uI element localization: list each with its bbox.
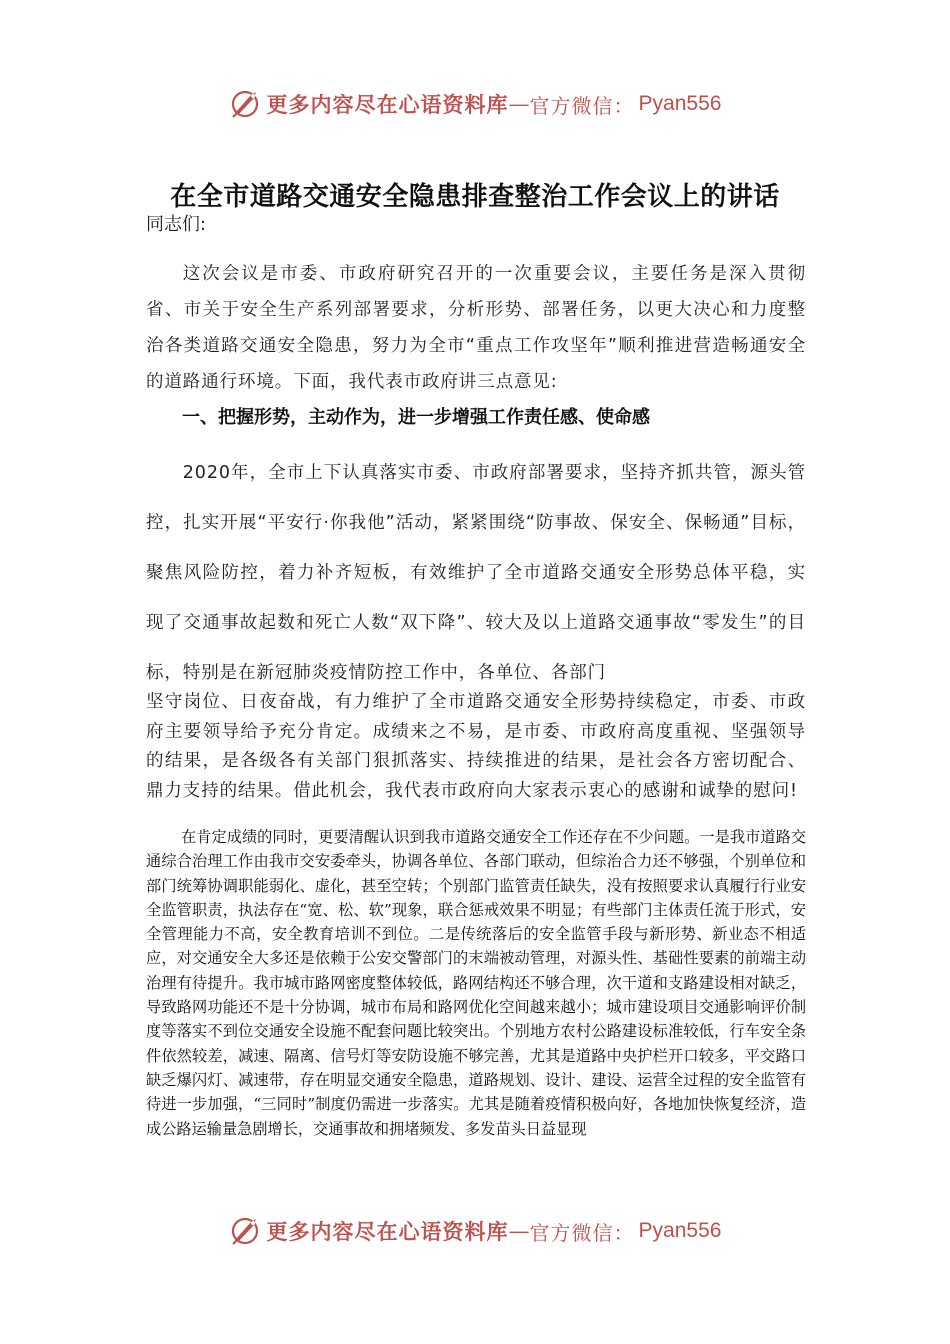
- document-title: 在全市道路交通安全隐患排查整治工作会议上的讲话: [170, 182, 780, 212]
- banner-main-text: 更多内容尽在心语资料库: [266, 92, 509, 117]
- paragraph-achievements-part-1: 2020年，全市上下认真落实市委、市政府部署要求，坚持齐抓共管，源头管控，扎实开展“平安行·你我他”活动，紧紧围绕“防事故、保安全、保畅通”目标，聚焦风险防控，着力补齐短板，有效维护了全市道路交通安全形势总体平稳，实现了交通事故起数和死亡人数“双下降”、较大及以上道路交通事故“零发生”的目标，特别是在新冠肺炎疫情防控工作中，各单位、各部门: [146, 463, 806, 683]
- section-heading-1: 一、把握形势，主动作为，进一步增强工作责任感、使命感: [182, 407, 650, 428]
- banner-wechat-label: 官方微信：: [529, 1220, 635, 1245]
- banner-main-text: 更多内容尽在心语资料库: [266, 1219, 509, 1244]
- pen-leaf-logo-icon: [229, 1214, 263, 1248]
- banner-wechat-handle: Pyan556: [638, 92, 722, 115]
- banner-separator: —: [508, 1219, 530, 1243]
- greeting: 同志们:: [146, 214, 207, 235]
- pen-leaf-logo-icon: [229, 87, 263, 121]
- banner-separator: —: [508, 92, 530, 116]
- banner-wechat-label: 官方微信：: [529, 93, 635, 118]
- banner-wechat-handle: Pyan556: [638, 1219, 722, 1242]
- paragraph-intro: 这次会议是市委、市政府研究召开的一次重要会议，主要任务是深入贯彻省、市关于安全生产系列部署要求，分析形势、部署任务，以更大决心和力度整治各类道路交通安全隐患，努力为全市“重点工作攻坚年”顺利推进营造畅通安全的道路通行环境。下面，我代表市政府讲三点意见:: [146, 264, 806, 392]
- paragraph-problems: 在肯定成绩的同时，更要清醒认识到我市道路交通安全工作还存在不少问题。一是我市道路交通综合治理工作由我市交安委牵头，协调各单位、各部门联动，但综治合力还不够强，个别单位和部门统筹协调职能弱化、虚化，甚至空转；个别部门监管责任缺失，没有按照要求认真履行行业安全监管职责，执法存在“宽、松、软”现象，联合惩戒效果不明显；有些部门主体责任流于形式，安全管理能力不高，安全教育培训不到位。二是传统落后的安全监管手段与新形势、新业态不相适应，对交通安全大多还是依赖于公安交警部门的末端被动管理，对源头性、基础性要素的前端主动治理有待提升。我市城市路网密度整体较低，路网结构还不够合理，次干道和支路建设相对缺乏，导致路网功能还不是十分协调，城市布局和路网优化空间越来越小；城市建设项目交通影响评价制度等落实不到位交通安全设施不配套问题比较突出。个别地方农村公路建设标准较低，行车安全条件依然较差，减速、隔离、信号灯等安防设施不够完善，尤其是道路中央护栏开口较多，平交路口缺乏爆闪灯、减速带，存在明显交通安全隐患，道路规划、设计、建设、运营全过程的安全监管有待进一步加强，“三同时”制度仍需进一步落实。尤其是随着疫情积极向好，各地加快恢复经济，造成公路运输量急剧增长，交通事故和拥堵频发、多发苗头日益显现: [146, 828, 806, 1138]
- header-banner: [0, 84, 950, 124]
- paragraph-achievements-part-2: 坚守岗位、日夜奋战，有力维护了全市道路交通安全形势持续稳定，市委、市政府主要领导给予充分肯定。成绩来之不易，是市委、市政府高度重视、坚强领导的结果，是各级各有关部门狠抓落实、持续推进的结果，是社会各方密切配合、鼎力支持的结果。借此机会，我代表市政府向大家表示衷心的感谢和诚挚的慰问!: [146, 692, 806, 801]
- footer-banner: [0, 1211, 950, 1251]
